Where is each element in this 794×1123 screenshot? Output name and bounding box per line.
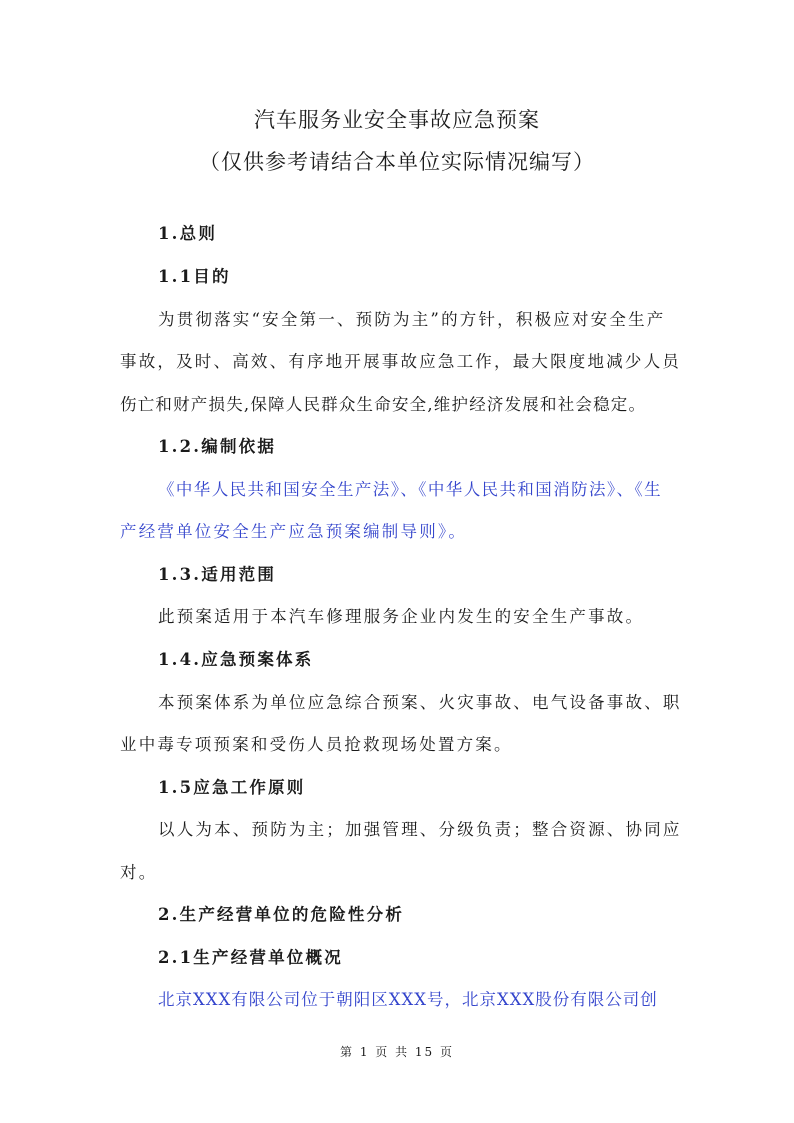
heading-overview: 2.1生产经营单位概况	[158, 948, 343, 967]
paragraph-line: 为贯彻落实“安全第一、预防为主”的方针，积极应对安全生产	[158, 310, 666, 329]
paragraph-line: 业中毒专项预案和受伤人员抢救现场处置方案。	[120, 735, 513, 754]
page-footer: 第 1 页 共 15 页	[340, 1045, 454, 1059]
heading-principles: 1.5应急工作原则	[158, 778, 306, 797]
basis-laws-link: 《中华人民共和国安全生产法》、《中华人民共和国消防法》、《生	[158, 480, 662, 499]
heading-general: 1.总则	[158, 224, 218, 243]
heading-scope: 1.3.适用范围	[158, 565, 277, 584]
paragraph-line: 事故，及时、高效、有序地开展事故应急工作，最大限度地减少人员	[120, 352, 681, 371]
paragraph-line: 本预案体系为单位应急综合预案、火灾事故、电气设备事故、职	[158, 693, 682, 712]
heading-risk-analysis: 2.生产经营单位的危险性分析	[158, 905, 405, 924]
paragraph-line: 以人为本、预防为主；加强管理、分级负责；整合资源、协同应	[158, 820, 682, 839]
document-title: 汽车服务业安全事故应急预案	[254, 108, 540, 132]
paragraph-line: 此预案适用于本汽车修理服务企业内发生的安全生产事故。	[158, 607, 645, 626]
paragraph-line: 伤亡和财产损失,保障人民群众生命安全,维护经济发展和社会稳定。	[120, 395, 647, 414]
heading-plan-system: 1.4.应急预案体系	[158, 650, 314, 669]
heading-basis: 1.2.编制依据	[158, 437, 277, 456]
document-subtitle: （仅供参考请结合本单位实际情况编写）	[199, 150, 595, 174]
overview-link: 北京XXX有限公司位于朝阳区XXX号，北京XXX股份有限公司创	[158, 990, 658, 1009]
paragraph-line: 对。	[120, 863, 158, 882]
basis-laws-link: 产经营单位安全生产应急预案编制导则》。	[120, 522, 468, 541]
heading-purpose: 1.1目的	[158, 267, 231, 286]
